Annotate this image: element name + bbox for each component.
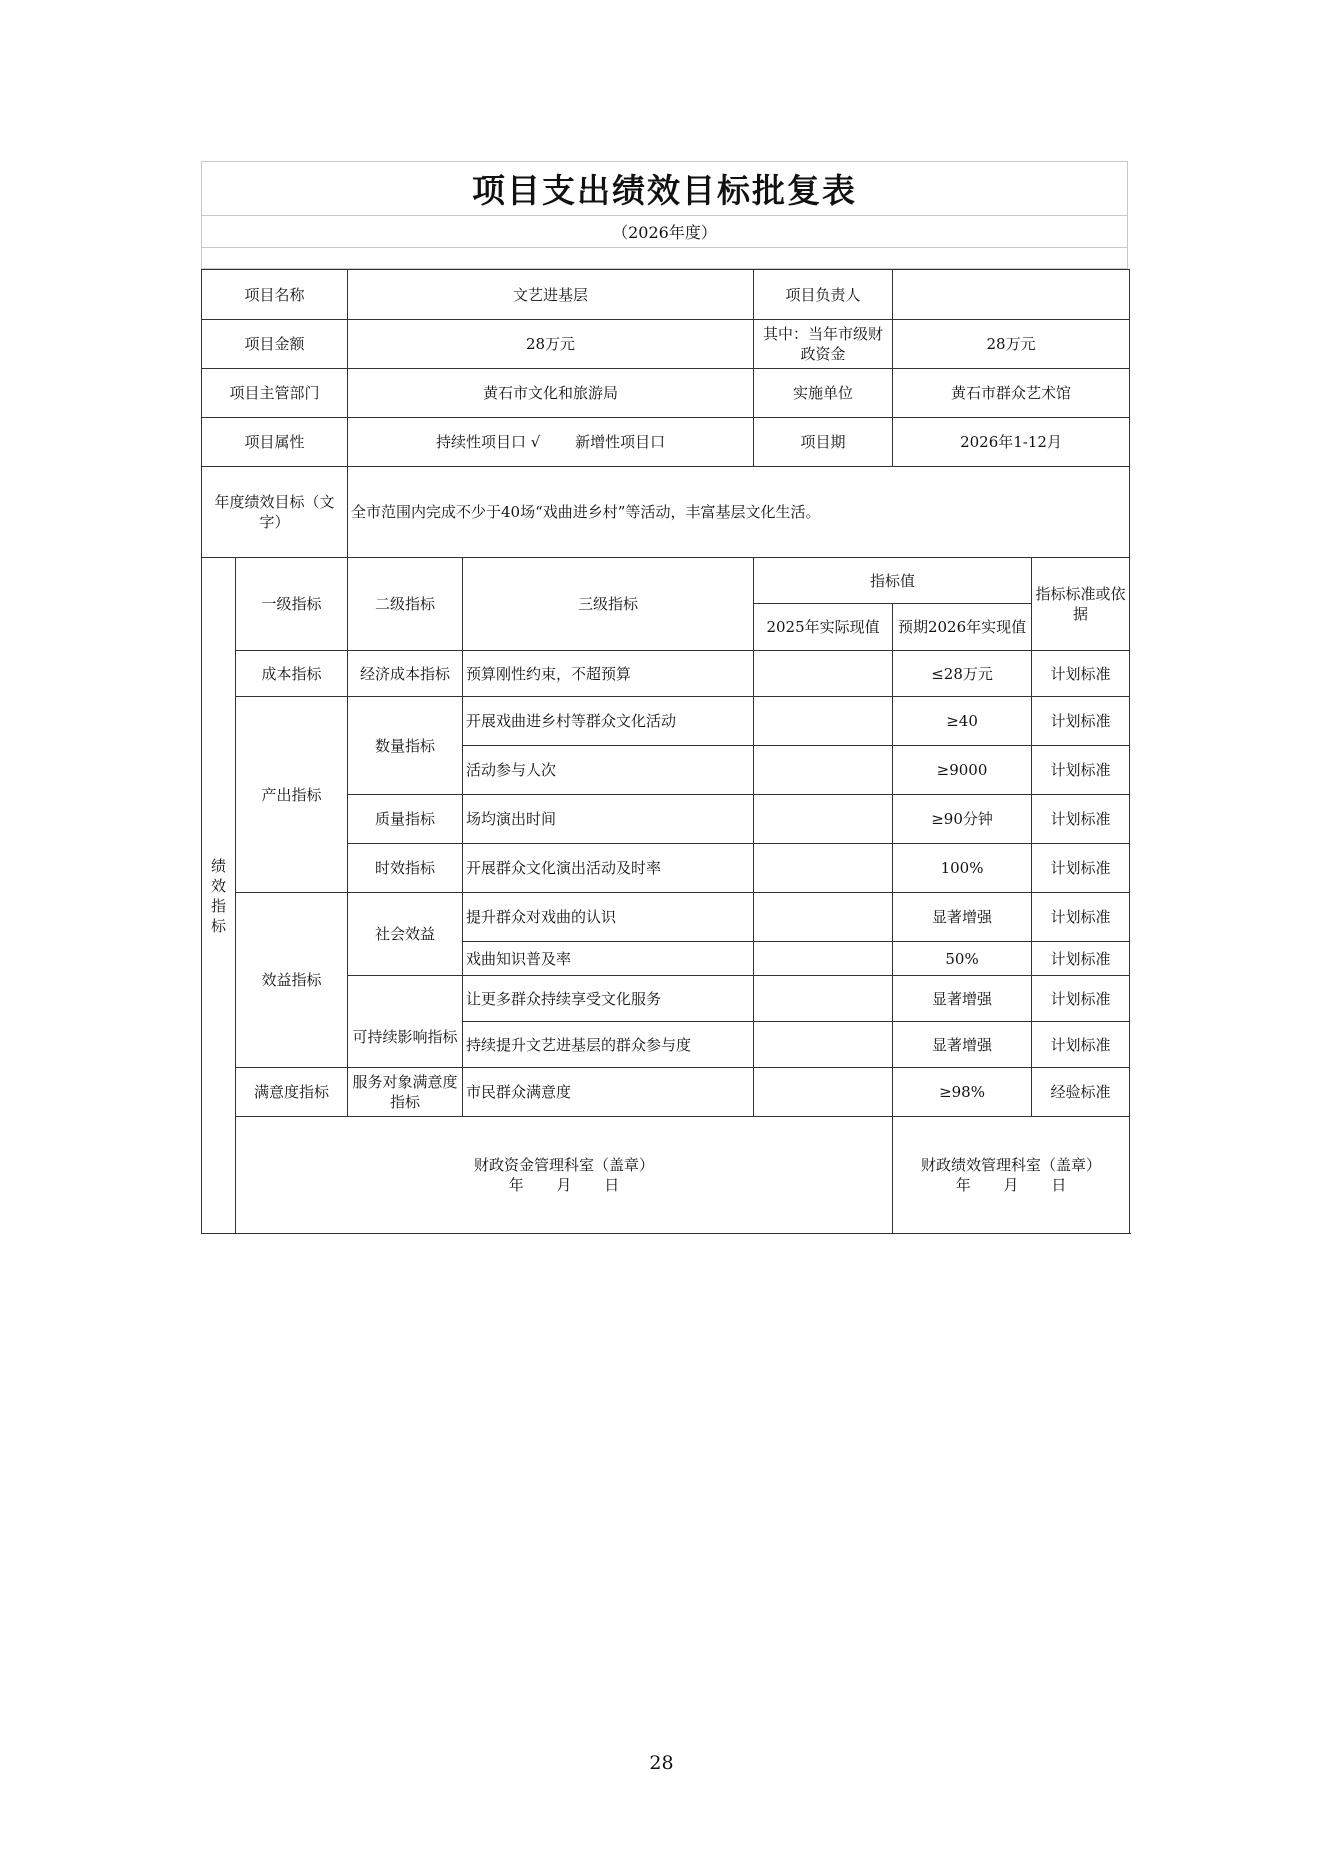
form-header — [201, 161, 1128, 269]
attr-value: 持续性项目口 √ 新增性项目口 — [348, 418, 754, 467]
goal-label: 年度绩效目标（文字） — [202, 467, 348, 558]
group-output: 产出指标 — [236, 697, 348, 893]
group-benefit: 效益指标 — [236, 893, 348, 1068]
actual-cell — [754, 976, 893, 1022]
sign-day: 日 — [1051, 1176, 1067, 1194]
level3-cell: 提升群众对戏曲的认识 — [463, 893, 754, 942]
expected-cell: 50% — [893, 942, 1032, 976]
actual-cell — [754, 1068, 893, 1117]
expected-cell: ≥98% — [893, 1068, 1032, 1117]
expected-cell: ≤28万元 — [893, 651, 1032, 697]
actual-cell — [754, 697, 893, 746]
group-satisfaction: 满意度指标 — [236, 1068, 348, 1117]
basis-cell: 计划标准 — [1032, 746, 1130, 795]
manager-value — [893, 270, 1130, 320]
expected-cell: ≥90分钟 — [893, 795, 1032, 844]
sign-month: 月 — [556, 1176, 572, 1194]
row-amount — [202, 320, 1130, 369]
sign-date-right — [921, 1175, 1101, 1195]
finance-fund-office-label: 财政资金管理科室（盖章） — [474, 1156, 655, 1174]
expected-cell: ≥9000 — [893, 746, 1032, 795]
sign-year: 年 — [508, 1176, 524, 1194]
goal-text: 全市范围内完成不少于40场“戏曲进乡村”等活动，丰富基层文化生活。 — [348, 467, 1130, 558]
indicator-section-label: 绩效指标 — [202, 558, 236, 1234]
finance-fund-office-sign — [236, 1117, 893, 1234]
header-expected: 预期2026年实现值 — [893, 604, 1032, 651]
basis-cell: 计划标准 — [1032, 795, 1130, 844]
dept-label: 项目主管部门 — [202, 369, 348, 418]
level3-cell: 持续提升文艺进基层的群众参与度 — [463, 1022, 754, 1068]
signature-row — [202, 1117, 1130, 1234]
performance-office-label: 财政绩效管理科室（盖章） — [921, 1156, 1102, 1174]
attr-label: 项目属性 — [202, 418, 348, 467]
expected-cell: 显著增强 — [893, 893, 1032, 942]
performance-office-sign — [893, 1117, 1130, 1234]
actual-cell — [754, 844, 893, 893]
project-name-value: 文艺进基层 — [348, 270, 754, 320]
table-row — [202, 697, 1130, 746]
expected-cell: 显著增强 — [893, 976, 1032, 1022]
city-fund-value: 28万元 — [893, 320, 1130, 369]
page-number: 28 — [649, 1752, 674, 1774]
level3-cell: 开展群众文化演出活动及时率 — [463, 844, 754, 893]
period-label: 项目期 — [754, 418, 893, 467]
manager-label: 项目负责人 — [754, 270, 893, 320]
amount-label: 项目金额 — [202, 320, 348, 369]
actual-cell — [754, 942, 893, 976]
expected-cell: 显著增强 — [893, 1022, 1032, 1068]
actual-cell — [754, 746, 893, 795]
row-attribute — [202, 418, 1130, 467]
sub-sustainable: 可持续影响指标 — [348, 976, 463, 1068]
basis-cell: 计划标准 — [1032, 893, 1130, 942]
level3-cell: 市民群众满意度 — [463, 1068, 754, 1117]
basis-cell: 计划标准 — [1032, 976, 1130, 1022]
table-row — [202, 1068, 1130, 1117]
basis-cell: 计划标准 — [1032, 651, 1130, 697]
performance-target-table — [201, 269, 1130, 1234]
actual-cell — [754, 795, 893, 844]
basis-cell: 经验标准 — [1032, 1068, 1130, 1117]
sub-social: 社会效益 — [348, 893, 463, 976]
fiscal-year: （2026年度） — [202, 216, 1127, 248]
page-title: 项目支出绩效目标批复表 — [202, 162, 1127, 216]
header-level3: 三级指标 — [463, 558, 754, 651]
basis-cell: 计划标准 — [1032, 942, 1130, 976]
actual-cell — [754, 651, 893, 697]
header-actual: 2025年实际现值 — [754, 604, 893, 651]
table-row — [202, 651, 1130, 697]
sign-day: 日 — [604, 1176, 620, 1194]
period-value: 2026年1-12月 — [893, 418, 1130, 467]
row-department — [202, 369, 1130, 418]
sub-economic-cost: 经济成本指标 — [348, 651, 463, 697]
level3-cell: 活动参与人次 — [463, 746, 754, 795]
actual-cell — [754, 1022, 893, 1068]
impl-value: 黄石市群众艺术馆 — [893, 369, 1130, 418]
sign-date-left — [474, 1175, 654, 1195]
sign-year: 年 — [955, 1176, 971, 1194]
sub-timeliness: 时效指标 — [348, 844, 463, 893]
table-row — [202, 893, 1130, 942]
indicator-header-row-1 — [202, 558, 1130, 604]
header-basis: 指标标准或依据 — [1032, 558, 1130, 651]
expected-cell: ≥40 — [893, 697, 1032, 746]
sub-service-satisfaction: 服务对象满意度指标 — [348, 1068, 463, 1117]
city-fund-label: 其中：当年市级财政资金 — [754, 320, 893, 369]
group-cost: 成本指标 — [236, 651, 348, 697]
header-value: 指标值 — [754, 558, 1032, 604]
level3-cell: 戏曲知识普及率 — [463, 942, 754, 976]
level3-cell: 让更多群众持续享受文化服务 — [463, 976, 754, 1022]
project-name-label: 项目名称 — [202, 270, 348, 320]
row-project-name — [202, 270, 1130, 320]
basis-cell: 计划标准 — [1032, 844, 1130, 893]
header-level2: 二级指标 — [348, 558, 463, 651]
basis-cell: 计划标准 — [1032, 697, 1130, 746]
amount-value: 28万元 — [348, 320, 754, 369]
basis-cell: 计划标准 — [1032, 1022, 1130, 1068]
level3-cell: 预算刚性约束，不超预算 — [463, 651, 754, 697]
sign-month: 月 — [1003, 1176, 1019, 1194]
row-annual-goal — [202, 467, 1130, 558]
sub-quality: 质量指标 — [348, 795, 463, 844]
header-spacer — [202, 248, 1127, 270]
actual-cell — [754, 893, 893, 942]
header-level1: 一级指标 — [236, 558, 348, 651]
expected-cell: 100% — [893, 844, 1032, 893]
level3-cell: 开展戏曲进乡村等群众文化活动 — [463, 697, 754, 746]
sub-quantity: 数量指标 — [348, 697, 463, 795]
dept-value: 黄石市文化和旅游局 — [348, 369, 754, 418]
level3-cell: 场均演出时间 — [463, 795, 754, 844]
impl-label: 实施单位 — [754, 369, 893, 418]
